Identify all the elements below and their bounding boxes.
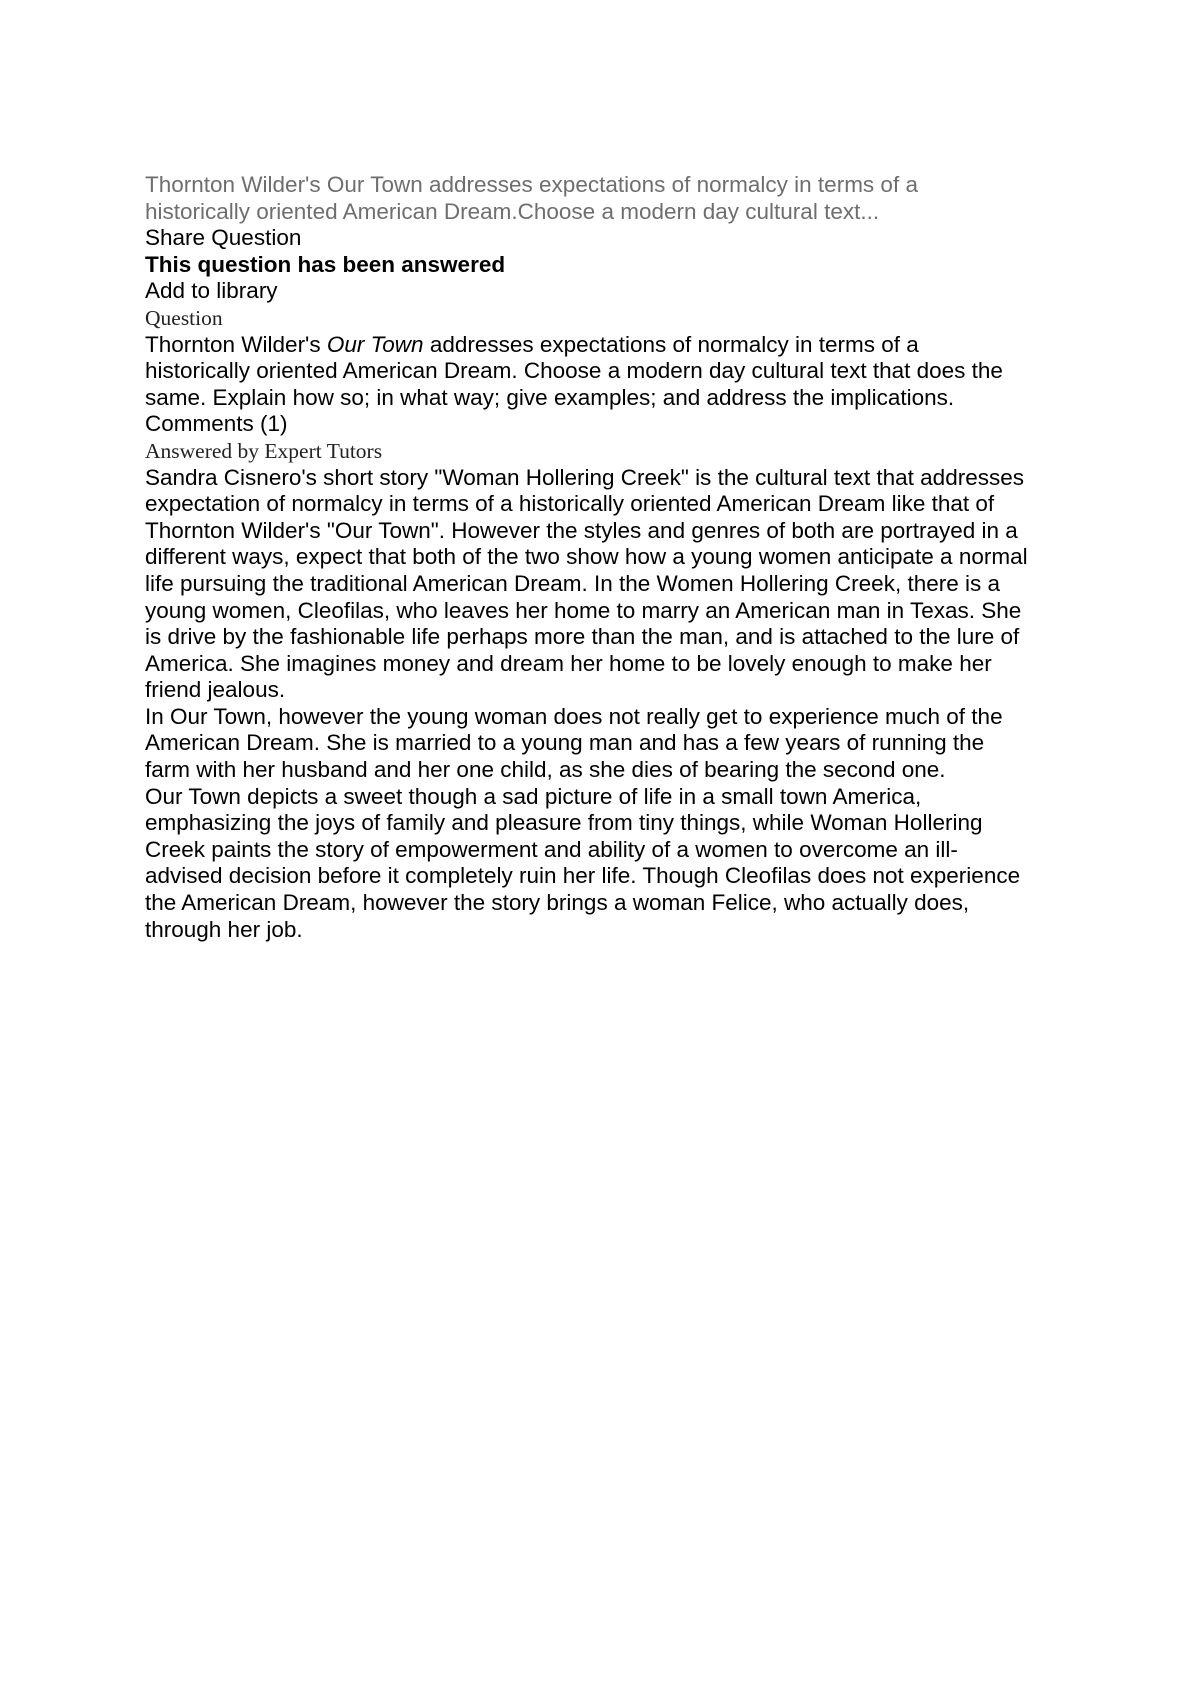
answer-line: through her job. xyxy=(145,916,303,942)
add-to-library-link[interactable]: Add to library xyxy=(145,278,278,304)
answer-line: emphasizing the joys of family and pleasure from tiny things, while Woman Hollering xyxy=(145,810,983,836)
answer-body xyxy=(145,465,1065,944)
share-question-link[interactable]: Share Question xyxy=(145,225,302,251)
question-text: Thornton Wilder's xyxy=(145,331,327,357)
answer-line: farm with her husband and her one child, as she dies of bearing the second one. xyxy=(145,757,946,783)
answer-line: friend jealous. xyxy=(145,677,286,703)
answer-line: Sandra Cisnero's short story "Woman Hollering Creek" is the cultural text that addresses xyxy=(145,464,1024,490)
question-text: addresses expectations of normalcy in terms of a xyxy=(423,331,919,357)
answer-line: America. She imagines money and dream her home to be lovely enough to make her xyxy=(145,650,992,676)
answer-line: life pursuing the traditional American Dream. In the Women Hollering Creek, there is a xyxy=(145,570,1000,596)
answer-line: In Our Town, however the young woman does not really get to experience much of the xyxy=(145,703,1003,729)
answer-line: the American Dream, however the story brings a woman Felice, who actually does, xyxy=(145,890,970,916)
question-line xyxy=(145,332,1065,359)
question-line: same. Explain how so; in what way; give examples; and address the implications. xyxy=(145,384,955,410)
document-page xyxy=(145,172,1065,943)
question-line: historically oriented American Dream. Choose a modern day cultural text that does the xyxy=(145,358,1003,384)
work-title: Our Town xyxy=(326,331,424,357)
answer-line: Our Town depicts a sweet though a sad picture of life in a small town America, xyxy=(145,783,922,809)
question-body xyxy=(145,332,1065,412)
answer-line: young women, Cleofilas, who leaves her home to marry an American man in Texas. She xyxy=(145,597,1022,623)
answer-line: is drive by the fashionable life perhaps more than the man, and is attached to the lure of xyxy=(145,624,1020,650)
answer-line: Thornton Wilder's "Our Town". However the styles and genres of both are portrayed in a xyxy=(145,517,1018,543)
answer-line: expectation of normalcy in terms of a historically oriented American Dream like that of xyxy=(145,491,995,517)
answered-status: This question has been answered xyxy=(145,251,506,277)
answer-line: different ways, expect that both of the two show how a young women anticipate a normal xyxy=(145,544,1028,570)
answer-line: Creek paints the story of empowerment and ability of a women to overcome an ill- xyxy=(145,836,958,862)
question-heading: Question xyxy=(145,305,223,330)
answer-heading: Answered by Expert Tutors xyxy=(145,438,383,463)
preview-line: Thornton Wilder's Our Town addresses expectations of normalcy in terms of a xyxy=(145,172,918,197)
answer-line: American Dream. She is married to a young man and has a few years of running the xyxy=(145,730,985,756)
answer-line: advised decision before it completely ruin her life. Though Cleofilas does not experience xyxy=(145,863,1021,889)
preview-line: historically oriented American Dream.Choose a modern day cultural text... xyxy=(145,198,880,224)
comments-link[interactable]: Comments (1) xyxy=(145,411,288,437)
question-preview xyxy=(145,172,1065,225)
